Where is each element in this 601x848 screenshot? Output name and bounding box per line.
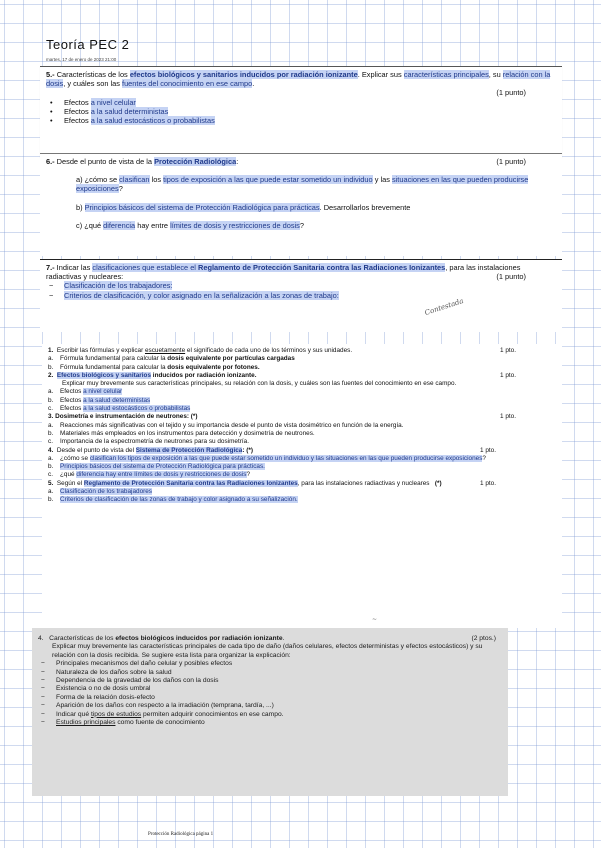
handwritten-scribble: ~ [372,616,378,623]
question-text: 7.- Indicar las clasificaciones que establece el Reglamento de Protección Sanitaria contra las Radiaciones Ionizantes, para las instalaciones radiactivas y nucleares: (1 punto) [46,263,556,281]
page-title: Teoría PEC 2 [46,37,130,52]
list-item: − Aparición de los daños con respecto a la irradiación (temprana, tardía, ...) [38,702,502,710]
question-number: 7.- [46,263,55,272]
subquestion-b: b) Principios básicos del sistema de Protección Radiológica para prácticas. Desarrollarlos brevemente [76,202,411,212]
points-label: 1 pto. [500,371,516,379]
subquestion-a: a. Efectos a nivel celular [48,388,123,396]
list-item: • Efectos a nivel celular [46,98,556,107]
question-number: 6.- [46,157,55,166]
page-date: martes, 17 de enero de 2023 21:00 [46,57,117,62]
subquestion-c: c. Efectos a la salud estocásticos o probabilistas [48,405,191,413]
question-1: 1. Escribir las fórmulas y explicar escuetamente el significado de cada uno de los términos y sus unidades. 1 pto. [48,347,556,355]
list-item: • Efectos a la salud estocásticos o probabilistas [46,116,556,125]
exam-clip-q4-grey [32,628,508,796]
question-intro: Explicar muy brevemente las características principales de cada tipo de daño (daños celulares, efectos deterministas y efectos estocásticos) y su relación con la dosis recibida. Se sugiere esta lista para organizar la explicación: [52,643,483,659]
exam-clip-questions-1-5 [42,344,562,628]
subquestion-b: b. Efectos a la salud deterministas [48,396,151,404]
list-item: − Forma de la relación dosis-efecto [38,694,502,702]
question-number: 4. [38,635,44,642]
subquestion-a: a. Fórmula fundamental para calcular la dosis equivalente por partículas cargadas [48,355,295,363]
exam-clip-q7-regulation [40,259,562,332]
subquestion-a: a. ¿cómo se clasifican los tipos de exposición a las que puede estar sometido un individuo y las situaciones en las que pueden producirse exposiciones? [48,454,486,462]
points-label: (1 punto) [496,272,526,282]
exam-clip-q6-protection [40,153,562,256]
list-item: − Clasificación de los trabajadores: [46,281,556,290]
points-label: (1 punto) [496,88,526,98]
list-item: • Efectos a la salud deterministas [46,107,556,116]
list-item: − Existencia o no de dosis umbral [38,685,502,693]
subquestion-c: c. Importancia de la espectrometría de neutrones para su dosimetría. [48,438,249,446]
subquestion-b: b. Principios básicos del sistema de Protección Radiológica para prácticas. [48,463,265,471]
subquestion-a: a. Reacciones más significativas con el tejido y su importancia desde el punto de vista dosimétrico en función de la energía. [48,421,404,429]
list-item: − Naturaleza de los daños sobre la salud [38,669,502,677]
question-text: 6.- Desde el punto de vista de la Protección Radiológica: (1 punto) [46,157,556,166]
question-text: 4. Características de los efectos biológicos inducidos por radiación ionizante. (2 ptos.) [38,635,502,643]
handwritten-note: Contestada [423,296,465,318]
points-label: 1 pto. [480,479,496,487]
list-item: − Estudios principales como fuente de conocimiento [38,719,502,727]
points-label: 1 pto. [500,347,516,354]
question-5: 5. Según el Reglamento de Protección Sanitaria contra las Radiaciones Ionizantes, para las instalaciones radiactivas y nucleares (*) 1 pto. [48,480,556,488]
exam-clip-q5-effects [40,66,562,157]
subquestion-c: c. ¿qué diferencia hay entre límites de dosis y restricciones de dosis? [48,471,251,479]
question-3: 3. Dosimetría e instrumentación de neutrones: (*) 1 pto. [48,413,556,421]
question-4: 4. Desde el punto de vista del Sistema de Protección Radiológica: (*) 1 pto. [48,447,556,455]
question-text: 5.- Características de los efectos biológicos y sanitarios inducidos por radiación ionizante. Explicar sus características principales, su relación con la dosis, y cuáles son las fuentes del conocimiento en ese campo. [46,70,551,89]
page-footer: Protección Radiológica página 1 [148,832,214,837]
question-2: 2. Efectos biológicos y sanitarios inducidos por radiación ionizante. 1 pto. [48,372,556,380]
subquestion-b: b. Fórmula fundamental para calcular la dosis equivalente por fotones. [48,363,260,371]
subquestion-b: b. Criterios de clasificación de las zonas de trabajo y color asignado a su señalización. [48,496,298,504]
question-number: 5.- [46,70,55,79]
question-2-desc: Explicar muy brevemente sus características principales, su relación con la dosis, y cuáles son las fuentes del conocimiento en ese campo. [62,380,457,388]
list-item: − Dependencia de la gravedad de los daños con la dosis [38,677,502,685]
points-label: (1 punto) [496,157,526,166]
list-item: − Criterios de clasificación, y color asignado en la señalización a las zonas de trabajo: [46,291,556,300]
subquestion-a: a. Clasificación de los trabajadores [48,488,153,496]
subquestion-a: a) ¿cómo se clasifican los tipos de exposición a las que puede estar sometido un individuo y las situaciones en las que pueden producirse exposiciones? [76,175,529,194]
list-item: − Indicar qué tipos de estudios permiten adquirir conocimientos en ese campo. [38,711,502,719]
points-label: (2 ptos.) [471,635,496,642]
points-label: 1 pto. [480,446,496,454]
list-item: − Principales mecanismos del daño celular y posibles efectos [38,660,502,668]
points-label: 1 pto. [500,413,516,421]
subquestion-c: c) ¿qué diferencia hay entre límites de dosis y restricciones de dosis? [76,220,305,230]
subquestion-b: b. Materiales más empleados en los instrumentos para detección y dosimetría de neutrones. [48,429,315,437]
